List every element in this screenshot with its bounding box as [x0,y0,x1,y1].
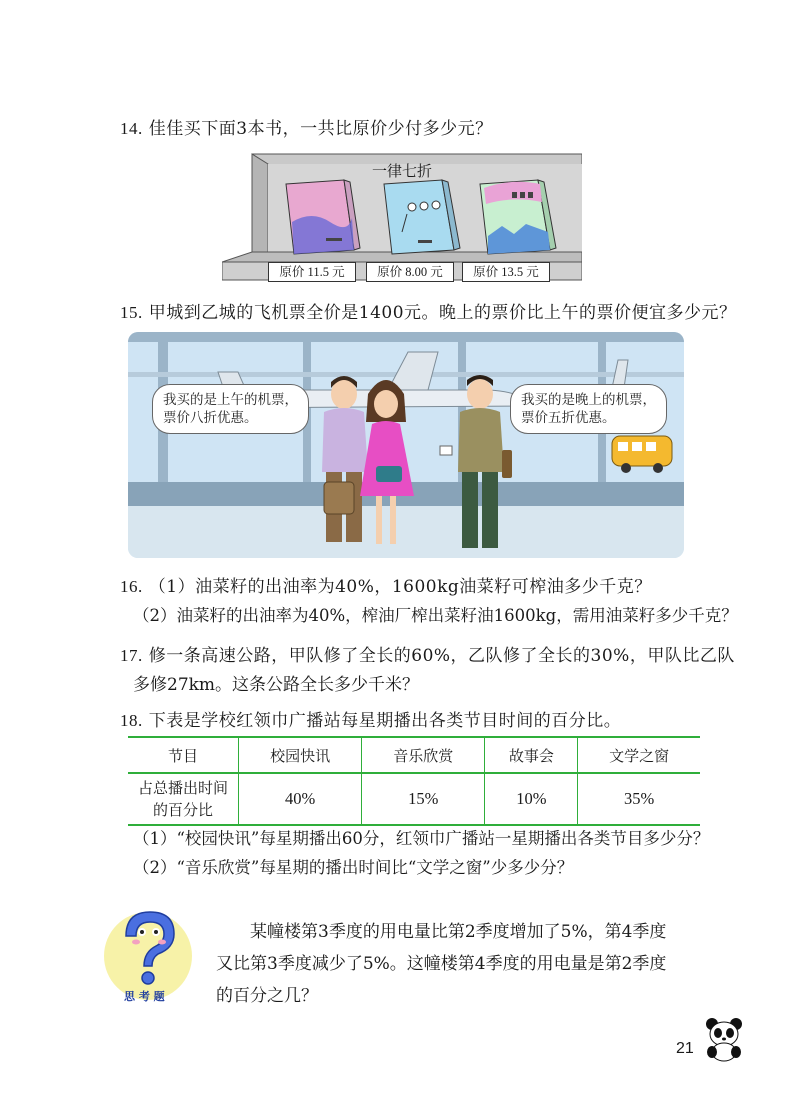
question-18 [120,708,621,734]
question-text: 佳佳买下面3本书，一共比原价少付多少元？ [148,119,493,139]
table-header-row [128,737,700,773]
table-header-cell: 节目 [128,737,239,773]
thinking-label: 思 考 题 [124,990,165,1003]
book-1 [286,180,360,254]
question-number: 18. [120,711,143,730]
price-tag-2: 原价 8.00 元 [366,262,454,282]
question-17 [120,643,735,669]
question-number: 14. [120,119,143,138]
table-row [128,773,700,825]
bookshelf-illustration [222,152,582,282]
row-label-line: 的百分比 [152,801,213,819]
thinking-line-2: 又比第3季度减少了5%。这幢楼第4季度的用电量是第2季度 [216,954,667,974]
question-number: 16. [120,577,143,596]
table-header-cell: 文学之窗 [578,737,700,773]
bubble-line: 我买的是上午的机票， [163,392,298,408]
speech-bubble-left [152,384,309,434]
question-text-line-1: 修一条高速公路，甲队修了全长的60%，乙队修了全长的30%，甲队比乙队 [148,646,735,666]
table-cell: 35% [578,773,700,825]
percentage-table [128,736,700,826]
table-header-cell: 校园快讯 [239,737,362,773]
table-cell: 40% [239,773,362,825]
question-17-line-2: 多修27km。这条公路全长多少千米？ [133,675,420,695]
panda-icon [700,1014,748,1062]
book-3 [480,180,556,254]
question-number: 17. [120,646,143,665]
question-16-part-2: （2）油菜籽的出油率为40%，榨油厂榨出菜籽油1600kg，需用油菜籽多少千克？ [133,606,738,625]
table-cell: 15% [362,773,485,825]
airport-illustration [128,332,684,558]
thinking-line-3: 的百分之几？ [216,986,318,1006]
discount-sign: 一律七折 [372,162,433,180]
row-label-line: 占总播出时间 [137,779,228,797]
question-number: 15. [120,303,143,322]
bubble-line: 票价八折优惠。 [163,410,258,426]
bubble-line: 票价五折优惠。 [521,410,616,426]
question-text: 甲城到乙城的飞机票全价是1400元。晚上的票价比上午的票价便宜多少元？ [148,303,737,323]
thinking-line-1: 某幢楼第3季度的用电量比第2季度增加了5%，第4季度 [250,922,667,942]
speech-bubble-right [510,384,667,434]
book-2 [384,180,460,254]
question-text: 下表是学校红领巾广播站每星期播出各类节目时间的百分比。 [148,711,622,731]
table-header-cell: 故事会 [485,737,578,773]
page-number: 21 [676,1040,694,1057]
question-18-sub-2: （2）“音乐欣赏”每星期的播出时间比“文学之窗”少多少分？ [133,858,574,877]
price-tag-3: 原价 13.5 元 [462,262,550,282]
table-cell: 10% [485,773,578,825]
table-row-label [128,773,239,825]
price-tag-1: 原价 11.5 元 [268,262,356,282]
question-part-1: （1）油菜籽的出油率为40%，1600kg油菜籽可榨油多少千克？ [148,577,652,597]
thinking-question-badge [100,900,196,1004]
question-14 [120,116,493,142]
airport-drawing [128,332,684,558]
question-18-sub-1: （1）“校园快讯”每星期播出60分，红领巾广播站一星期播出各类节目多少分？ [133,829,710,848]
table-header-cell: 音乐欣赏 [362,737,485,773]
question-16 [120,574,652,600]
bubble-line: 我买的是晚上的机票， [521,392,656,408]
question-15 [120,300,737,326]
